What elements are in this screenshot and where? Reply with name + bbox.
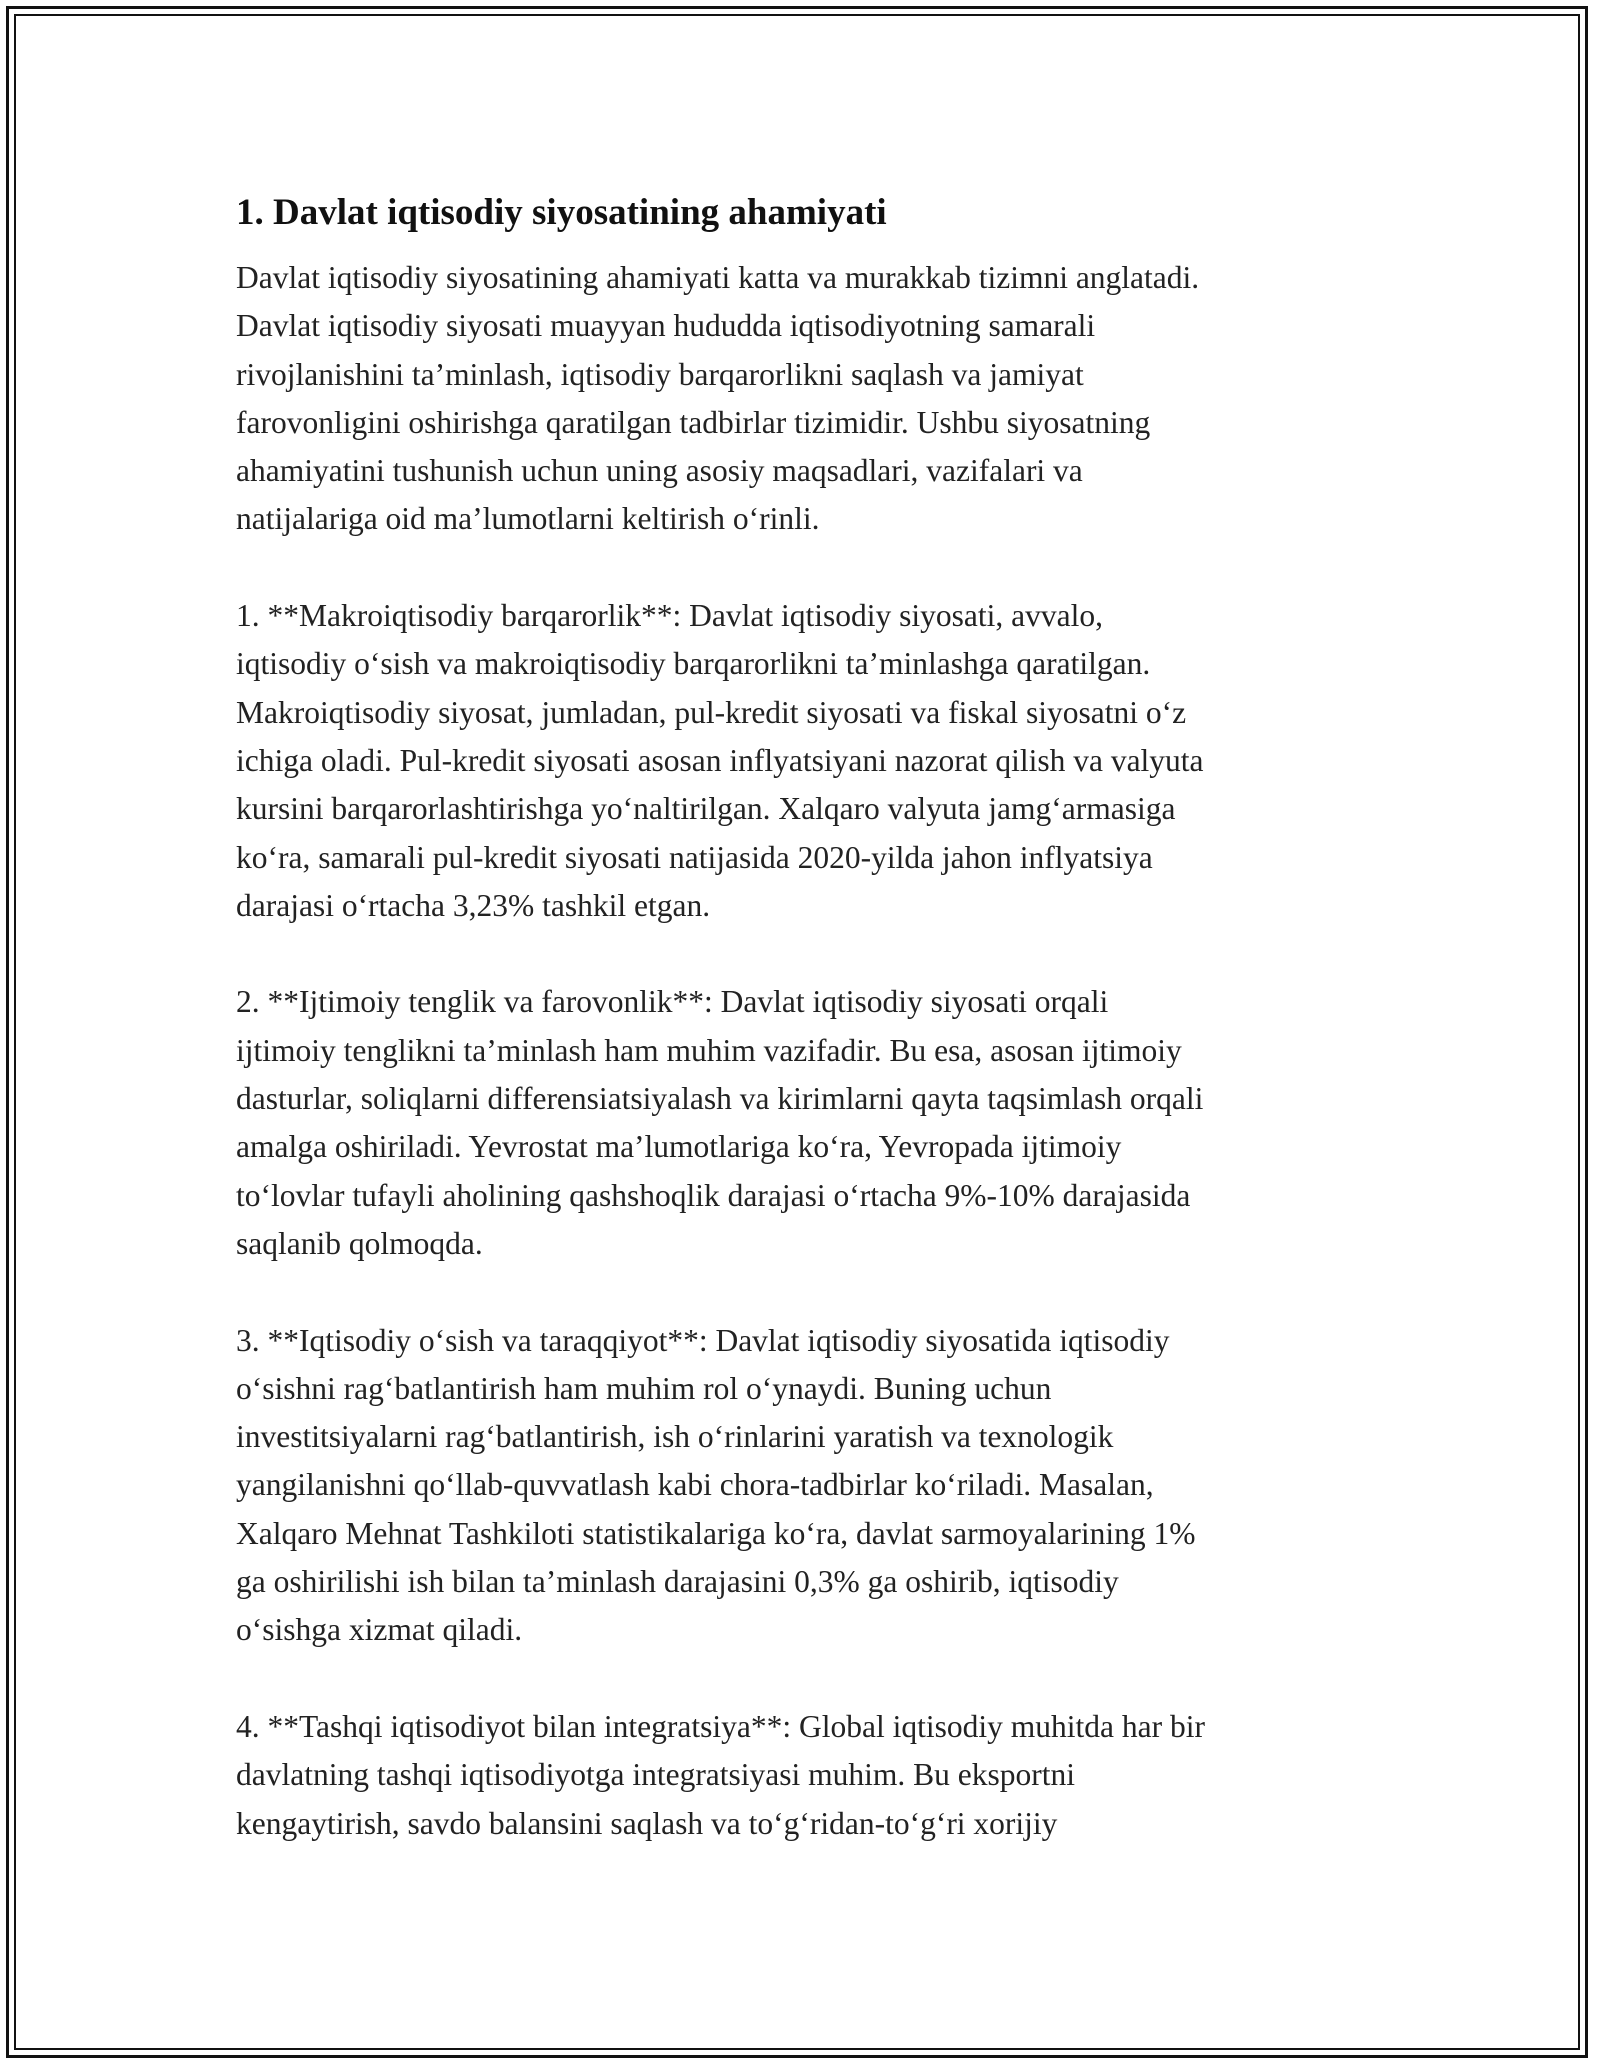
text-line: dasturlar, soliqlarni differensiatsiyalash va kirimlarni qayta taqsimlash orqali xyxy=(236,1081,1204,1117)
paragraph-item-2 xyxy=(236,978,1371,1268)
text-line: ijtimoiy tenglikni ta’minlash ham muhim vazifadir. Bu esa, asosan ijtimoiy xyxy=(236,1032,1182,1068)
text-line: ahamiyatini tushunish uchun uning asosiy maqsadlari, vazifalari va xyxy=(236,453,1083,489)
text-line: Makroiqtisodiy siyosat, jumladan, pul-kredit siyosati va fiskal siyosatni o‘z xyxy=(236,694,1187,730)
text-line: yangilanishni qo‘llab-quvvatlash kabi chora-tadbirlar ko‘riladi. Masalan, xyxy=(236,1467,1154,1503)
text-line: o‘sishga xizmat qiladi. xyxy=(236,1612,523,1648)
document-title: 1. Davlat iqtisodiy siyosatining ahamiyati xyxy=(236,192,887,233)
text-line: kengaytirish, savdo balansini saqlash va to‘g‘ridan-to‘g‘ri xorijiy xyxy=(236,1805,1058,1841)
text-line: natijalariga oid ma’lumotlarni keltirish o‘rinli. xyxy=(236,501,820,537)
text-line: darajasi o‘rtacha 3,23% tashkil etgan. xyxy=(236,887,711,923)
text-line: ga oshirilishi ish bilan ta’minlash darajasini 0,3% ga oshirib, iqtisodiy xyxy=(236,1564,1119,1600)
paragraph-item-3 xyxy=(236,1317,1371,1655)
text-line: 2. **Ijtimoiy tenglik va farovonlik**: Davlat iqtisodiy siyosati orqali xyxy=(236,984,1109,1020)
text-line: 4. **Tashqi iqtisodiyot bilan integratsiya**: Global iqtisodiy muhitda har bir xyxy=(236,1708,1205,1744)
text-line: davlatning tashqi iqtisodiyotga integratsiyasi muhim. Bu eksportni xyxy=(236,1757,1076,1793)
text-line: iqtisodiy o‘sish va makroiqtisodiy barqarorlikni ta’minlashga qaratilgan. xyxy=(236,646,1151,682)
text-line: Davlat iqtisodiy siyosati muayyan hududda iqtisodiyotning samarali xyxy=(236,308,1096,344)
text-line: investitsiyalarni rag‘batlantirish, ish o‘rinlarini yaratish va texnologik xyxy=(236,1419,1114,1455)
text-line: ko‘ra, samarali pul-kredit siyosati natijasida 2020-yilda jahon inflyatsiya xyxy=(236,839,1153,875)
text-line: to‘lovlar tufayli aholining qashshoqlik darajasi o‘rtacha 9%-10% darajasida xyxy=(236,1177,1191,1213)
text-line: o‘sishni rag‘batlantirish ham muhim rol o‘ynaydi. Buning uchun xyxy=(236,1370,1052,1406)
text-line: amalga oshiriladi. Yevrostat ma’lumotlariga ko‘ra, Yevropada ijtimoiy xyxy=(236,1129,1122,1165)
text-line: rivojlanishini ta’minlash, iqtisodiy barqarorlikni saqlash va jamiyat xyxy=(236,356,1084,392)
text-line: 3. **Iqtisodiy o‘sish va taraqqiyot**: Davlat iqtisodiy siyosatida iqtisodiy xyxy=(236,1322,1170,1358)
paragraph-item-4 xyxy=(236,1703,1371,1848)
text-line: 1. **Makroiqtisodiy barqarorlik**: Davlat iqtisodiy siyosati, avvalo, xyxy=(236,598,1104,634)
text-line: Davlat iqtisodiy siyosatining ahamiyati katta va murakkab tizimni anglatadi. xyxy=(236,260,1200,295)
text-line: saqlanib qolmoqda. xyxy=(236,1225,483,1261)
text-line: farovonligini oshirishga qaratilgan tadbirlar tizimidir. Ushbu siyosatning xyxy=(236,404,1151,440)
paragraph-intro xyxy=(236,254,1371,544)
paragraph-item-1 xyxy=(236,592,1371,930)
text-line: Xalqaro Mehnat Tashkiloti statistikalariga ko‘ra, davlat sarmoyalarining 1% xyxy=(236,1515,1196,1551)
text-line: kursini barqarorlashtirishga yo‘naltirilgan. Xalqaro valyuta jamg‘armasiga xyxy=(236,791,1176,827)
text-line: ichiga oladi. Pul-kredit siyosati asosan inflyatsiyani nazorat qilish va valyuta xyxy=(236,742,1204,778)
document-body xyxy=(236,188,1371,1896)
